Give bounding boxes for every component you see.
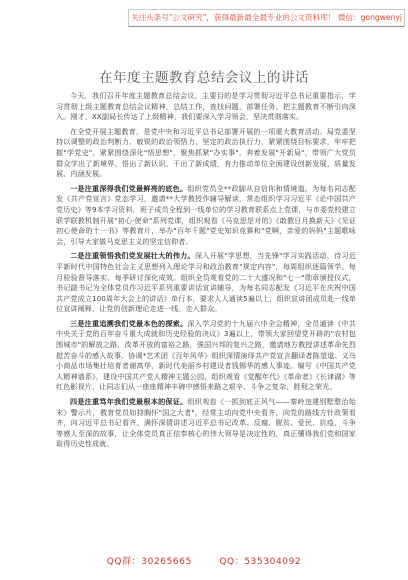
paragraph-text: 组织党员全**政脚从自信你和情境道。为每名同志配发《共产党宣言》党态学习，邀请**大学教授作辅导解读，常态组织学习习近平《论中国共产党历史》等9本学习资料，班子成员全程到一线单位的学习教育联系点上党课，与市委党校建立联学联教机制开展"初心·使命"系列党课，组织观看《马克思是对的》《敢教日月换新天》《见证初心使命的十一书》等教育片，举办"百年千题"党史知识竞赛和"党啊，亲爱的妈妈"主题歌咏会，引导大家做马克思主义的坚定信仰者。 <box>56 183 356 246</box>
paragraph-intro <box>56 91 356 123</box>
paragraph-point-1 <box>56 184 356 248</box>
paragraph-point-2 <box>56 251 356 315</box>
paragraph-heading: 四是注重笃年我们党最根本的保证。 <box>70 397 188 407</box>
footer-qq-group: QQ群：30265665 <box>106 557 192 567</box>
paragraph-overview <box>56 127 356 180</box>
paragraph-text: 深入学习党的十九届六中全会精神，全员通读《中共中央关于党的百年奋斗重大成就和历史经验的决议》3遍以上，带领大家回望党开辟的"农村包围城市"的解放之路、改革开放的富裕之路，强国兴邦的复兴之路，邀请地方教授讲述革命先烈挺苦奋斗的感人故事。协调*艺术团《百年风华》组织深情演绎共产党宣言翻译者陈望道、义乌小商品市场集壮培育者谢高华，新时代美丽乡村建设者钱锡华的感人事迹。编写《中国共产党人精神谱系》，建设中国共产党人精神主题公园，组织观看《觉醒年代》《革命者》《长津湖》等红色影视片，让同志们从一座座精神丰碑中感悟来路之艰辛、斗争之复杂、胜利之荣光。 <box>56 318 356 392</box>
paragraph-point-3 <box>56 319 356 393</box>
footer-qq: QQ：535304092 <box>219 557 302 567</box>
paragraph-point-4 <box>56 397 356 450</box>
paragraph-heading: 二是注重领悟我们党发展壮大的伟力。 <box>70 251 195 261</box>
paragraph-text: 深入开展"学思想，当先锋"学习实践活动，待习近平新时代中国特色社会主义思想列入理论学习和政治教育"规定内容"，每周组织逐篇领学、每月检验督导落实、每季研讨深化成效。组织全员观看党的二十大盛况和"七一"勋章颁授仪式，书记副书记为全体党员作习近平系列重要讲话宣讲辅导，为每名同志配发《习近平在庆祝中国共产党成立100周年大会上的讲话》单行本，要求人人通读5遍以上，组织宣讲团成员赴一线单位宣讲阐释，让党的创新理论走进一线、走入群众。 <box>56 251 356 314</box>
paragraph-text: 在全党开展主题教育，是党中央和习近平总书记部署开展的一项重大教育活动。局党委坚持以调整的政治判断力、敏锐的政治领悟力、坚定的政治执行力，紧紧围绕目标要求，牢牢把握"学党史"，紧紧围绕深化"悟思想"，聚焦抓紧"办实事"，奔着发展"开新局"，带领广大党员群众学出了新境界、悟出了新认识、干出了新成绩，有力推动单位全面建设创新发展、质量发展、内涵发展。 <box>56 126 356 179</box>
paragraph-heading: 三是注重追溯我们党最本色的探索。 <box>70 318 188 328</box>
paragraph-heading: 一是注重深得我们党最鲜亮的底色。 <box>70 183 188 193</box>
paragraph-text: 今天，我们召开年度主题教育总结会议，主要目的是学习贯彻习近平总书记重要指示，学习贯彻上级主题教育总结会议精神，总结工作，查找问题，部署任务，把主题教育不断引向深入。刚才，XX副局长传达了上级精神，我们要深入学习领会，坚决贯彻落实。 <box>56 91 356 122</box>
document-title: 在年度主题教育总结会议上的讲话 <box>99 70 309 86</box>
promo-banner-text: 关注头条号"公文研究"，获得最新最全最专业的公文资料库！ 微信：gongwenyj <box>128 9 405 27</box>
top-banner <box>0 0 408 38</box>
paragraph-text: 组织观看《一抓到底正风气——秦岭违建别墅整治始末》警示片，教育党员如持胸怀"国之大者"，经常主动向党中央看齐，向党的路线方针政策看齐，向习近平总书记看齐。满怀深情讲述习近平总书记改革、反腐、脱贫、爱民、抗疫、斗争等感人至深的故事，让全体党员真正信奉核心的伟大领导是决定性的，真正懂得我们党和国家取得历史性成就、 <box>56 397 356 449</box>
document-body <box>56 91 356 454</box>
footer-contact <box>0 554 408 567</box>
